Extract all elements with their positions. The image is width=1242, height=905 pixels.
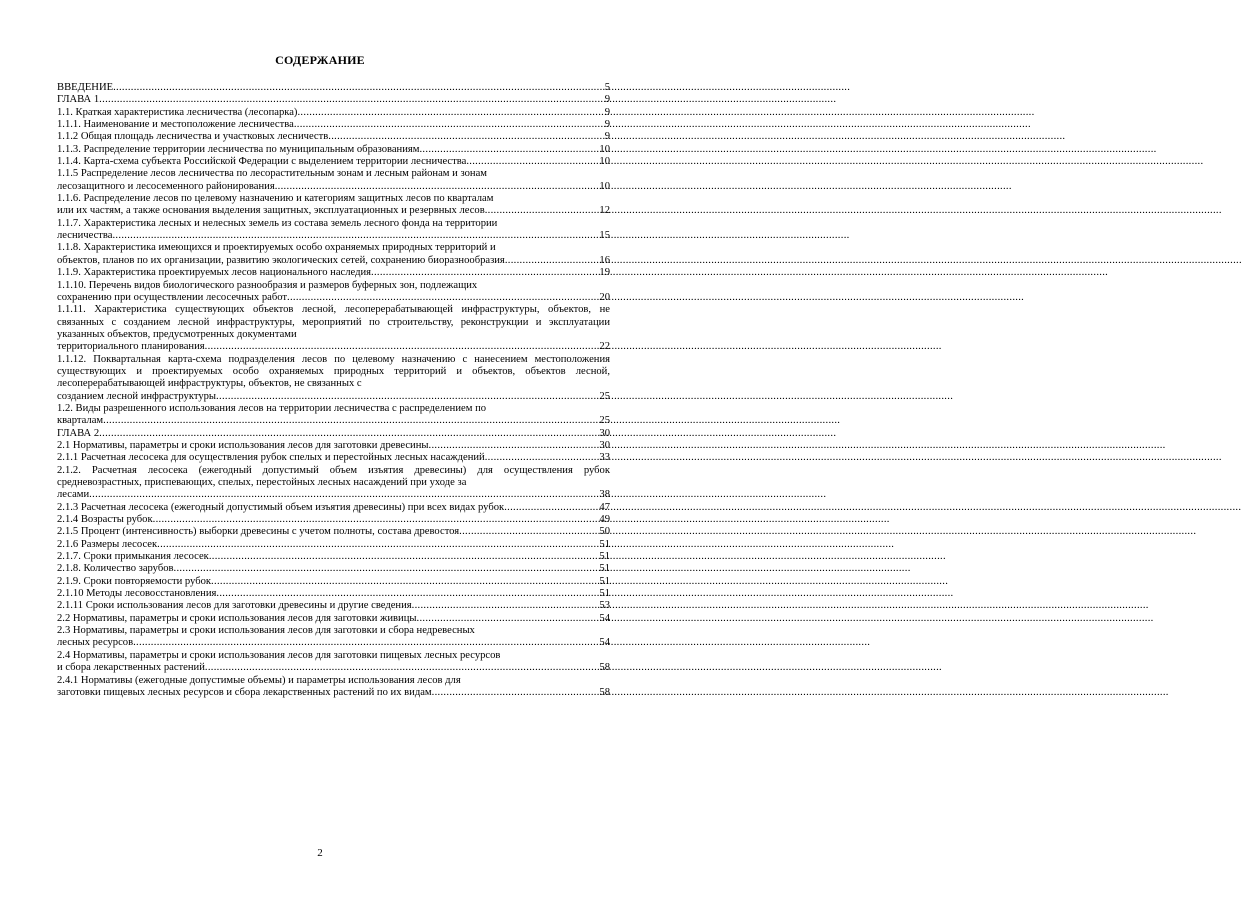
toc-page-number: 9 bbox=[604, 94, 610, 106]
toc-page-number: 58 bbox=[599, 662, 610, 674]
toc-leader-dots bbox=[466, 156, 598, 168]
toc-entry-line bbox=[57, 551, 610, 563]
toc-entry-title: ВВЕДЕНИЕ bbox=[57, 82, 114, 93]
toc-entry[interactable] bbox=[57, 576, 610, 588]
toc-entry-line bbox=[57, 292, 610, 304]
toc-page-number: 19 bbox=[599, 267, 610, 279]
toc-entry-text: 1.1.8. Характеристика имеющихся и проектируемых особо охраняемых природных территорий и bbox=[57, 242, 496, 254]
toc-leader-dots bbox=[429, 440, 599, 452]
toc-entry-title: сохранению при осуществлении лесосечных работ bbox=[57, 291, 287, 303]
toc-page-number: 51 bbox=[599, 588, 610, 600]
toc-page-number: 51 bbox=[599, 551, 610, 563]
toc-entry-title: 2.1 Нормативы, параметры и сроки использования лесов для заготовки древесины bbox=[57, 439, 429, 451]
toc-entry-title: 1.1.4. Карта-схема субъекта Российской Федерации с выделением территории лесничества bbox=[57, 156, 467, 168]
toc-page-number: 9 bbox=[604, 106, 610, 118]
toc-entry-text: 1.1.7. Характеристика лесных и нелесных земель из состава земель лесного фонда на территории bbox=[57, 217, 498, 229]
toc-entry-text: 1.1.6. Распределение лесов по целевому назначению и категориям защитных лесов по кварталам bbox=[57, 193, 494, 205]
toc-entry[interactable] bbox=[57, 107, 610, 119]
toc-entry[interactable] bbox=[57, 440, 610, 452]
toc-entry-line bbox=[57, 391, 610, 403]
toc-entry-line bbox=[57, 94, 610, 106]
toc-entry-title: 1.1.3. Распределение территории лесничества по муниципальным образованиям bbox=[57, 143, 420, 155]
toc-leader-dots bbox=[328, 131, 603, 143]
toc-entry-line bbox=[57, 502, 610, 514]
toc-entry-title: 2.1.9. Сроки повторяемости рубок bbox=[57, 575, 212, 587]
toc-page-number: 12 bbox=[599, 205, 610, 217]
toc-entry[interactable] bbox=[57, 94, 610, 106]
toc-leader-dots bbox=[275, 181, 599, 193]
toc-entry-text: 2.4.1 Нормативы (ежегодные допустимые объемы) и параметры использования лесов для bbox=[57, 674, 461, 686]
toc-entry-line bbox=[57, 415, 610, 427]
toc-entry[interactable] bbox=[57, 403, 610, 428]
toc-leader-dots bbox=[133, 637, 598, 649]
toc-entry-line bbox=[57, 526, 610, 538]
toc-leader-dots bbox=[297, 107, 603, 119]
toc-entry[interactable] bbox=[57, 625, 610, 650]
toc-entry-title: 2.1.3 Расчетная лесосека (ежегодный допустимый объем изъятия древесины) при всех видах рубок bbox=[57, 501, 505, 513]
toc-entry-line bbox=[57, 255, 610, 267]
toc-entry[interactable] bbox=[57, 588, 610, 600]
toc-entry-line bbox=[57, 687, 610, 699]
toc-entry-line bbox=[57, 576, 610, 588]
toc-entry[interactable] bbox=[57, 465, 610, 502]
toc-leader-dots bbox=[417, 613, 599, 625]
toc-page-number: 10 bbox=[599, 143, 610, 155]
toc-leader-dots bbox=[419, 144, 598, 156]
toc-entry-title: ГЛАВА 2 bbox=[57, 427, 100, 439]
toc-leader-dots bbox=[205, 341, 599, 353]
toc-entry-line bbox=[57, 230, 610, 242]
toc-page-number: 25 bbox=[599, 390, 610, 402]
toc-entry-line bbox=[57, 514, 610, 526]
toc-page-number: 51 bbox=[599, 538, 610, 550]
toc-entry-text: 2.3 Нормативы, параметры и сроки использования лесов для заготовки и сбора недревесных bbox=[57, 625, 475, 637]
toc-entry-line bbox=[57, 267, 610, 279]
toc-leader-dots bbox=[99, 94, 604, 106]
toc-entry[interactable] bbox=[57, 168, 610, 193]
toc-leader-dots bbox=[209, 551, 599, 563]
toc-entry-title: 2.1.1 Расчетная лесосека для осуществления рубок спелых и перестойных лесных насаждений bbox=[57, 452, 485, 464]
toc-page-number: 10 bbox=[599, 180, 610, 192]
toc-entry-text: 1.1.10. Перечень видов биологического разнообразия и размеров буферных зон, подлежащих bbox=[57, 279, 478, 291]
toc-page-number: 30 bbox=[599, 427, 610, 439]
toc-entry-title: 1.1.9. Характеристика проектируемых лесов национального наследия bbox=[57, 267, 371, 279]
toc-page-number: 16 bbox=[599, 254, 610, 266]
toc-page-number: 5 bbox=[604, 82, 610, 93]
toc-entry-line bbox=[57, 428, 610, 440]
toc-leader-dots bbox=[287, 292, 598, 304]
toc-entry[interactable] bbox=[57, 539, 610, 551]
toc-entry-line bbox=[57, 613, 610, 625]
toc-entry-title: 2.1.10 Методы лесовосстановления bbox=[57, 588, 217, 600]
toc-entry-title: 2.1.11 Сроки использования лесов для заготовки древесины и другие сведения bbox=[57, 600, 412, 612]
toc-leader-dots bbox=[485, 205, 599, 217]
toc-entry-title: объектов, планов по их организации, развитию экологических сетей, сохранению биоразнообразия bbox=[57, 254, 505, 266]
toc-entry-line bbox=[57, 489, 610, 501]
toc-entry[interactable] bbox=[57, 502, 610, 514]
toc-page-number: 25 bbox=[599, 415, 610, 427]
toc-entry-title: территориального планирования bbox=[57, 341, 205, 353]
toc-page-number: 10 bbox=[599, 156, 610, 168]
toc-leader-dots bbox=[112, 230, 598, 242]
toc-entry[interactable] bbox=[57, 82, 610, 94]
toc-entry-title: 2.1.7. Сроки примыкания лесосек bbox=[57, 551, 209, 563]
toc-entry-text: 1.1.12. Поквартальная карта-схема подразделения лесов по целевому назначению с нанесением местоположения существующих и проектируемых особо охраняемых природных территорий и объектов, объектов лесной, лесоперерабатывающей инфраструктуры, объектов, не связанных с bbox=[57, 353, 610, 390]
toc-entry[interactable] bbox=[57, 613, 610, 625]
toc-entry-title: 2.1.6 Размеры лесосек bbox=[57, 538, 158, 550]
toc-page-number: 38 bbox=[599, 489, 610, 501]
toc-page-number: 54 bbox=[599, 612, 610, 624]
toc-leader-dots bbox=[505, 255, 599, 267]
toc-entry[interactable] bbox=[57, 242, 610, 267]
toc-leader-dots bbox=[412, 600, 599, 612]
toc-entry-title: или их частям, а также основания выделения защитных, эксплуатационных и резервных лесов bbox=[57, 205, 485, 217]
toc-entry[interactable] bbox=[57, 428, 610, 440]
toc-entry-line bbox=[57, 107, 610, 119]
toc-page-number: 51 bbox=[599, 575, 610, 587]
toc-leader-dots bbox=[216, 588, 598, 600]
toc-entry-title: ГЛАВА 1 bbox=[57, 94, 100, 106]
toc-entry-line bbox=[57, 452, 610, 464]
toc-entry-line bbox=[57, 82, 610, 94]
toc-entry[interactable] bbox=[57, 452, 610, 464]
toc-leader-dots bbox=[504, 502, 598, 514]
toc-leader-dots bbox=[459, 526, 598, 538]
toc-entry-line bbox=[57, 131, 610, 143]
toc-entry-title: 1.1.1. Наименование и местоположение лесничества bbox=[57, 119, 294, 131]
toc-leader-dots bbox=[211, 576, 598, 588]
toc-page-number: 58 bbox=[599, 686, 610, 698]
toc-entry-line bbox=[57, 119, 610, 131]
toc-entry-title: лесничества bbox=[57, 230, 113, 242]
toc-leader-dots bbox=[294, 119, 604, 131]
toc-entry-title: 1.1.2 Общая площадь лесничества и участковых лесничеств bbox=[57, 131, 329, 143]
toc-entry-title: заготовки пищевых лесных ресурсов и сбора лекарственных растений по их видам bbox=[57, 686, 432, 698]
toc-entry[interactable] bbox=[57, 354, 610, 403]
toc-entry[interactable] bbox=[57, 551, 610, 563]
toc-page-number: 9 bbox=[604, 131, 610, 143]
toc-entry[interactable] bbox=[57, 675, 610, 700]
toc-entry[interactable] bbox=[57, 304, 610, 353]
toc-leader-dots bbox=[432, 687, 599, 699]
toc-entry[interactable] bbox=[57, 650, 610, 675]
toc-entry-line bbox=[57, 600, 610, 612]
toc-leader-dots bbox=[157, 539, 598, 551]
toc-entry-title: 2.1.4 Возрасты рубок bbox=[57, 514, 153, 526]
toc-page-number: 30 bbox=[599, 439, 610, 451]
toc-page-number: 20 bbox=[599, 291, 610, 303]
toc-page-number: 53 bbox=[599, 600, 610, 612]
toc-leader-dots bbox=[174, 563, 599, 575]
toc-page-number: 54 bbox=[599, 637, 610, 649]
toc-entry-title: 2.2 Нормативы, параметры и сроки использования лесов для заготовки живицы bbox=[57, 612, 417, 624]
toc-entry-title: лесных ресурсов bbox=[57, 637, 134, 649]
toc-entry[interactable] bbox=[57, 514, 610, 526]
toc-leader-dots bbox=[103, 415, 598, 427]
toc-entry[interactable] bbox=[57, 131, 610, 143]
toc-entry[interactable] bbox=[57, 144, 610, 156]
toc-page-number: 49 bbox=[599, 514, 610, 526]
toc-entry-text: 1.1.11. Характеристика существующих объектов лесной, лесоперерабатывающей инфраструктуры, объектов, не связанных с созданием лесной инфраструктуры, мероприятий по строительству, реконструкции и эксплуатации указанных объектов, предусмотренных документами bbox=[57, 304, 610, 340]
toc-entry-line bbox=[57, 181, 610, 193]
toc-entry-line bbox=[57, 440, 610, 452]
toc-leader-dots bbox=[113, 82, 604, 94]
toc-leader-dots bbox=[99, 428, 598, 440]
table-of-contents bbox=[57, 82, 610, 699]
toc-entry[interactable] bbox=[57, 563, 610, 575]
toc-entry-text: 1.2. Виды разрешенного использования лесов на территории лесничества с распределением по bbox=[57, 402, 487, 414]
toc-leader-dots bbox=[153, 514, 599, 526]
toc-entry-line bbox=[57, 563, 610, 575]
toc-entry-line bbox=[57, 637, 610, 649]
toc-leader-dots bbox=[89, 489, 598, 501]
toc-entry[interactable] bbox=[57, 119, 610, 131]
toc-entry-title: и сбора лекарственных растений bbox=[57, 662, 205, 674]
toc-page-number: 15 bbox=[599, 230, 610, 242]
toc-leader-dots bbox=[216, 391, 598, 403]
toc-page-number: 9 bbox=[604, 119, 610, 131]
toc-entry[interactable] bbox=[57, 218, 610, 243]
toc-entry-line bbox=[57, 144, 610, 156]
toc-page-number: 50 bbox=[599, 526, 610, 538]
toc-entry-line bbox=[57, 156, 610, 168]
toc-leader-dots bbox=[205, 662, 599, 674]
toc-leader-dots bbox=[485, 452, 599, 464]
page-title: СОДЕРЖАНИЕ bbox=[275, 53, 365, 67]
toc-entry-title: лесами bbox=[57, 489, 90, 501]
toc-page-number: 51 bbox=[599, 563, 610, 575]
toc-entry-text: 1.1.5 Распределение лесов лесничества по лесорастительным зонам и лесным районам и зонам bbox=[57, 168, 487, 180]
toc-entry-title: 1.1. Краткая характеристика лесничества (лесопарка) bbox=[57, 106, 298, 118]
toc-entry-line bbox=[57, 341, 610, 353]
toc-entry-line bbox=[57, 662, 610, 674]
toc-entry[interactable] bbox=[57, 600, 610, 612]
toc-entry-title: лесозащитного и лесосеменного районирования bbox=[57, 180, 275, 192]
toc-entry-line bbox=[57, 205, 610, 217]
toc-entry-title: 2.1.8. Количество зарубов bbox=[57, 563, 174, 575]
toc-entry-title: 2.1.5 Процент (интенсивность) выборки древесины с учетом полноты, состава древостоя bbox=[57, 526, 460, 538]
toc-entry[interactable] bbox=[57, 280, 610, 305]
toc-leader-dots bbox=[371, 267, 598, 279]
toc-entry-title: кварталам bbox=[57, 415, 104, 427]
toc-entry[interactable] bbox=[57, 156, 610, 168]
page-number: 2 bbox=[317, 847, 323, 859]
toc-entry-text: 2.1.2. Расчетная лесосека (ежегодный допустимый объем изъятия древесины) для осуществления рубок средневозрастных, приспевающих, спелых, перестойных лесных насаждений при уходе за bbox=[57, 464, 610, 488]
toc-entry[interactable] bbox=[57, 267, 610, 279]
toc-entry-line bbox=[57, 539, 610, 551]
toc-entry-text: 2.4 Нормативы, параметры и сроки использования лесов для заготовки пищевых лесных ресурсов bbox=[57, 649, 501, 661]
toc-page-number: 47 bbox=[599, 501, 610, 513]
toc-page-number: 22 bbox=[599, 341, 610, 353]
toc-entry[interactable] bbox=[57, 526, 610, 538]
toc-entry[interactable] bbox=[57, 193, 610, 218]
toc-entry-title: созданием лесной инфраструктуры bbox=[57, 390, 217, 402]
toc-page-number: 33 bbox=[599, 452, 610, 464]
toc-entry-line bbox=[57, 588, 610, 600]
